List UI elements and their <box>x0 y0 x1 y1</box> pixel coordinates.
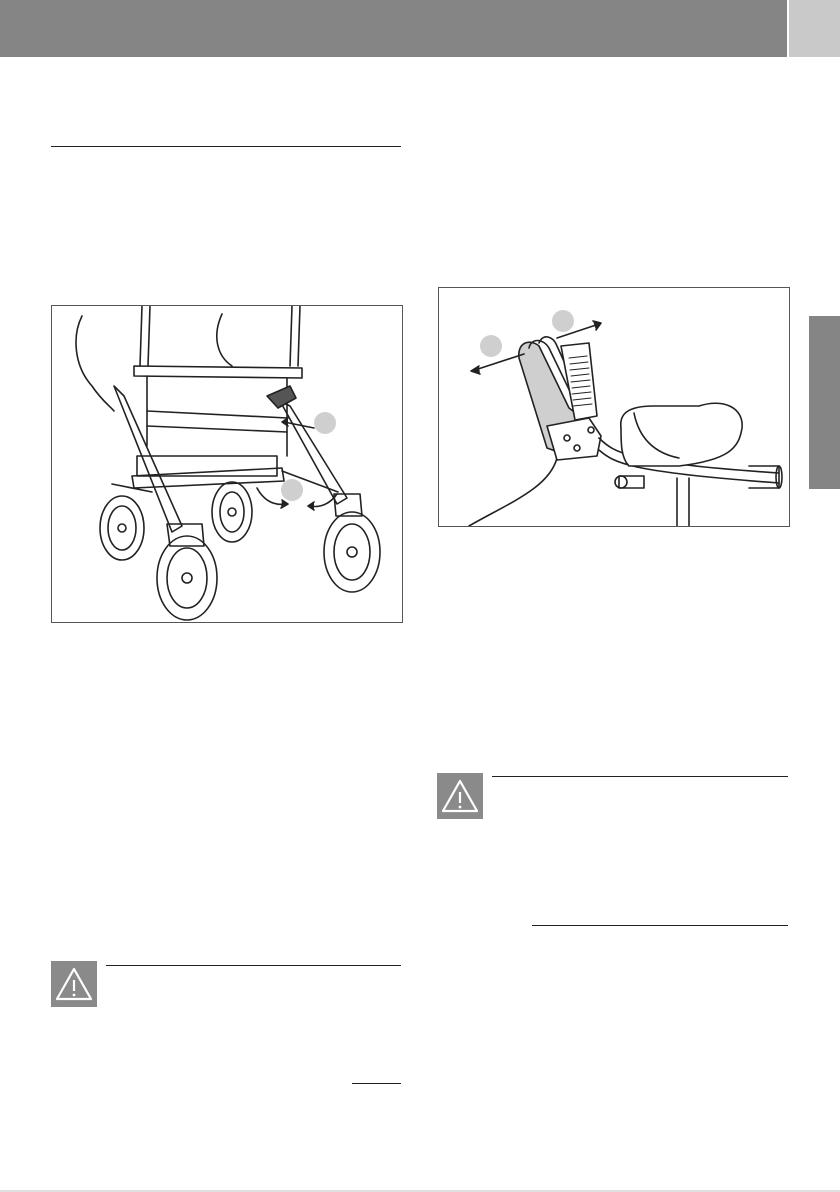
section-heading-rule <box>532 925 788 926</box>
circle-marker-2 <box>552 310 574 332</box>
handgrip-illustration <box>438 287 790 527</box>
handgrip-drawing <box>439 288 789 526</box>
rollator-drawing <box>52 306 402 622</box>
circle-marker-1 <box>314 412 336 434</box>
page-header-bar <box>0 0 787 57</box>
warning-heading-rule <box>492 776 788 777</box>
circle-marker-1 <box>480 335 502 357</box>
section-heading-rule <box>51 146 401 147</box>
warning-triangle-icon <box>437 773 483 819</box>
warning-end-rule <box>352 1083 401 1084</box>
circle-marker-2 <box>281 479 303 501</box>
warning-heading-rule <box>106 965 401 966</box>
page-header-tab <box>789 0 840 57</box>
chapter-side-tab <box>809 316 840 489</box>
rollator-illustration <box>51 305 403 623</box>
warning-triangle-icon <box>51 961 97 1007</box>
